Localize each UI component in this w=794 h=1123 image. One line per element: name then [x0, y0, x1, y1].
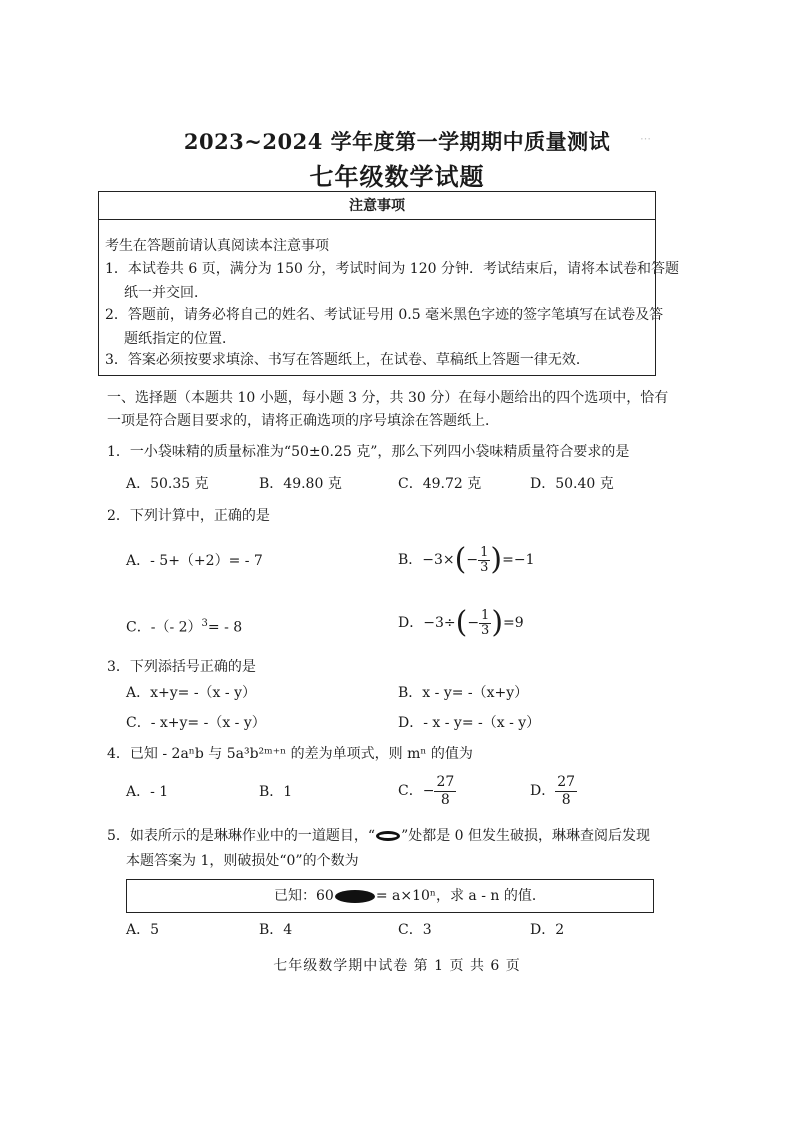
question-5-option-a: A．5: [126, 922, 160, 938]
exam-title: 2023~2024 学年度第一学期期中质量测试: [183, 129, 611, 154]
question-5-stem: [107, 826, 650, 846]
question-4-option-d: [530, 768, 577, 814]
option-d-prefix: D．: [530, 783, 556, 799]
question-3-option-a: A．x+y= -（x - y）: [126, 685, 256, 701]
question-1-option-c: C．49.72 克: [398, 476, 482, 492]
section-1-instructions: 一、选择题（本题共 10 小题，每小题 3 分，共 30 分）在每小题给出的四个选项中，恰有: [107, 390, 669, 406]
left-paren: (: [454, 542, 467, 577]
question-4-option-a: A．- 1: [126, 784, 169, 800]
expr-prefix: 已知：60: [274, 888, 334, 904]
question-2-option-a: A．- 5+（+2）= - 7: [126, 553, 263, 569]
page-footer: 七年级数学期中试卷 第 1 页 共 6 页: [273, 958, 521, 974]
right-paren: ): [491, 605, 504, 640]
question-3-option-c: C．- x+y= -（x - y）: [126, 715, 266, 731]
question-1-option-d: D．50.40 克: [530, 476, 614, 492]
question-5-stem-part1: 5．如表所示的是琳琳作业中的一道题目，“: [107, 828, 376, 844]
question-4-stem: 4．已知 - 2aⁿb 与 5a³b²ᵐ⁺ⁿ 的差为单项式，则 mⁿ 的值为: [107, 746, 473, 762]
question-2-option-c: [126, 614, 242, 638]
question-5-option-b: B．4: [259, 922, 293, 938]
notice-item-1-cont: 纸一并交回．: [124, 285, 208, 301]
question-3-option-b: B．x - y= -（x+y）: [398, 685, 529, 701]
question-4-option-b: B．1: [259, 784, 293, 800]
question-2-option-b: B．−3×(− $\frac{1}{3}$ )=−1: [398, 542, 535, 577]
notice-item-2-cont: 题纸指定的位置．: [124, 331, 236, 347]
left-paren: (: [455, 605, 468, 640]
notice-intro: 考生在答题前请认真阅读本注意事项: [105, 238, 329, 254]
notice-item-2: 2．答题前，请务必将自己的姓名、考试证号用 0.5 毫米黑色字迹的签字笔填写在试卷及答: [105, 307, 664, 323]
option-d-prefix: D．−3÷: [398, 615, 456, 631]
exponent: 3: [201, 618, 208, 629]
question-5-option-c: C．3: [398, 922, 432, 938]
option-c-prefix: C．-（- 2）: [126, 619, 202, 636]
exam-subtitle: 七年级数学试题: [309, 162, 485, 191]
option-d-suffix: =9: [503, 615, 524, 631]
fraction-one-third: $\frac{1}{3}$: [481, 607, 490, 638]
question-4-option-c: [398, 768, 456, 814]
option-c-suffix: = - 8: [207, 619, 243, 636]
option-b-prefix: B．−3×: [398, 552, 455, 568]
section-1-instructions-cont: 一项是符合题目要求的，请将正确选项的序号填涂在答题纸上．: [107, 413, 499, 429]
question-1-stem: 1．一小袋味精的质量标准为“50±0.25 克”，那么下列四小袋味精质量符合要求的是: [107, 444, 630, 460]
question-5-stem-cont: 本题答案为 1，则破损处“0”的个数为: [126, 853, 359, 869]
question-5-option-d: D．2: [530, 922, 565, 938]
expr-suffix: = a×10ⁿ，求 a - n 的值．: [375, 888, 546, 904]
notice-item-3: 3．答案必须按要求填涂、书写在答题纸上，在试卷、草稿纸上答题一律无效．: [105, 352, 590, 368]
notice-item-1: 1．本试卷共 6 页，满分为 150 分，考试时间为 120 分钟．考试结束后，请将本试卷和答题: [105, 261, 679, 277]
question-5-problem-text: [274, 886, 546, 906]
option-b-suffix: =−1: [502, 552, 535, 568]
fraction-27-8: $\frac{27}{8}$: [436, 773, 455, 808]
right-paren: ): [490, 542, 503, 577]
question-3-option-d: D．- x - y= -（x - y）: [398, 715, 541, 731]
question-5-stem-part2: ”处都是 0 但发生破损，琳琳查阅后发现: [401, 828, 651, 844]
notice-heading: 注意事项: [99, 192, 655, 220]
option-c-prefix: C．−: [398, 783, 435, 799]
fraction-one-third: $\frac{1}{3}$: [480, 544, 489, 575]
question-1-option-b: B．49.80 克: [259, 476, 342, 492]
question-3-stem: 3．下列添括号正确的是: [107, 659, 256, 675]
question-2-option-d: D．−3÷(− $\frac{1}{3}$ )=9: [398, 605, 524, 640]
question-2-stem: 2．下列计算中，正确的是: [107, 508, 270, 524]
damaged-zero-icon: [376, 831, 400, 841]
damaged-digits-icon: [335, 890, 375, 903]
question-1-option-a: A．50.35 克: [126, 476, 209, 492]
fraction-27-8: $\frac{27}{8}$: [557, 773, 576, 808]
bleed-through-text: ⋯: [640, 132, 651, 145]
